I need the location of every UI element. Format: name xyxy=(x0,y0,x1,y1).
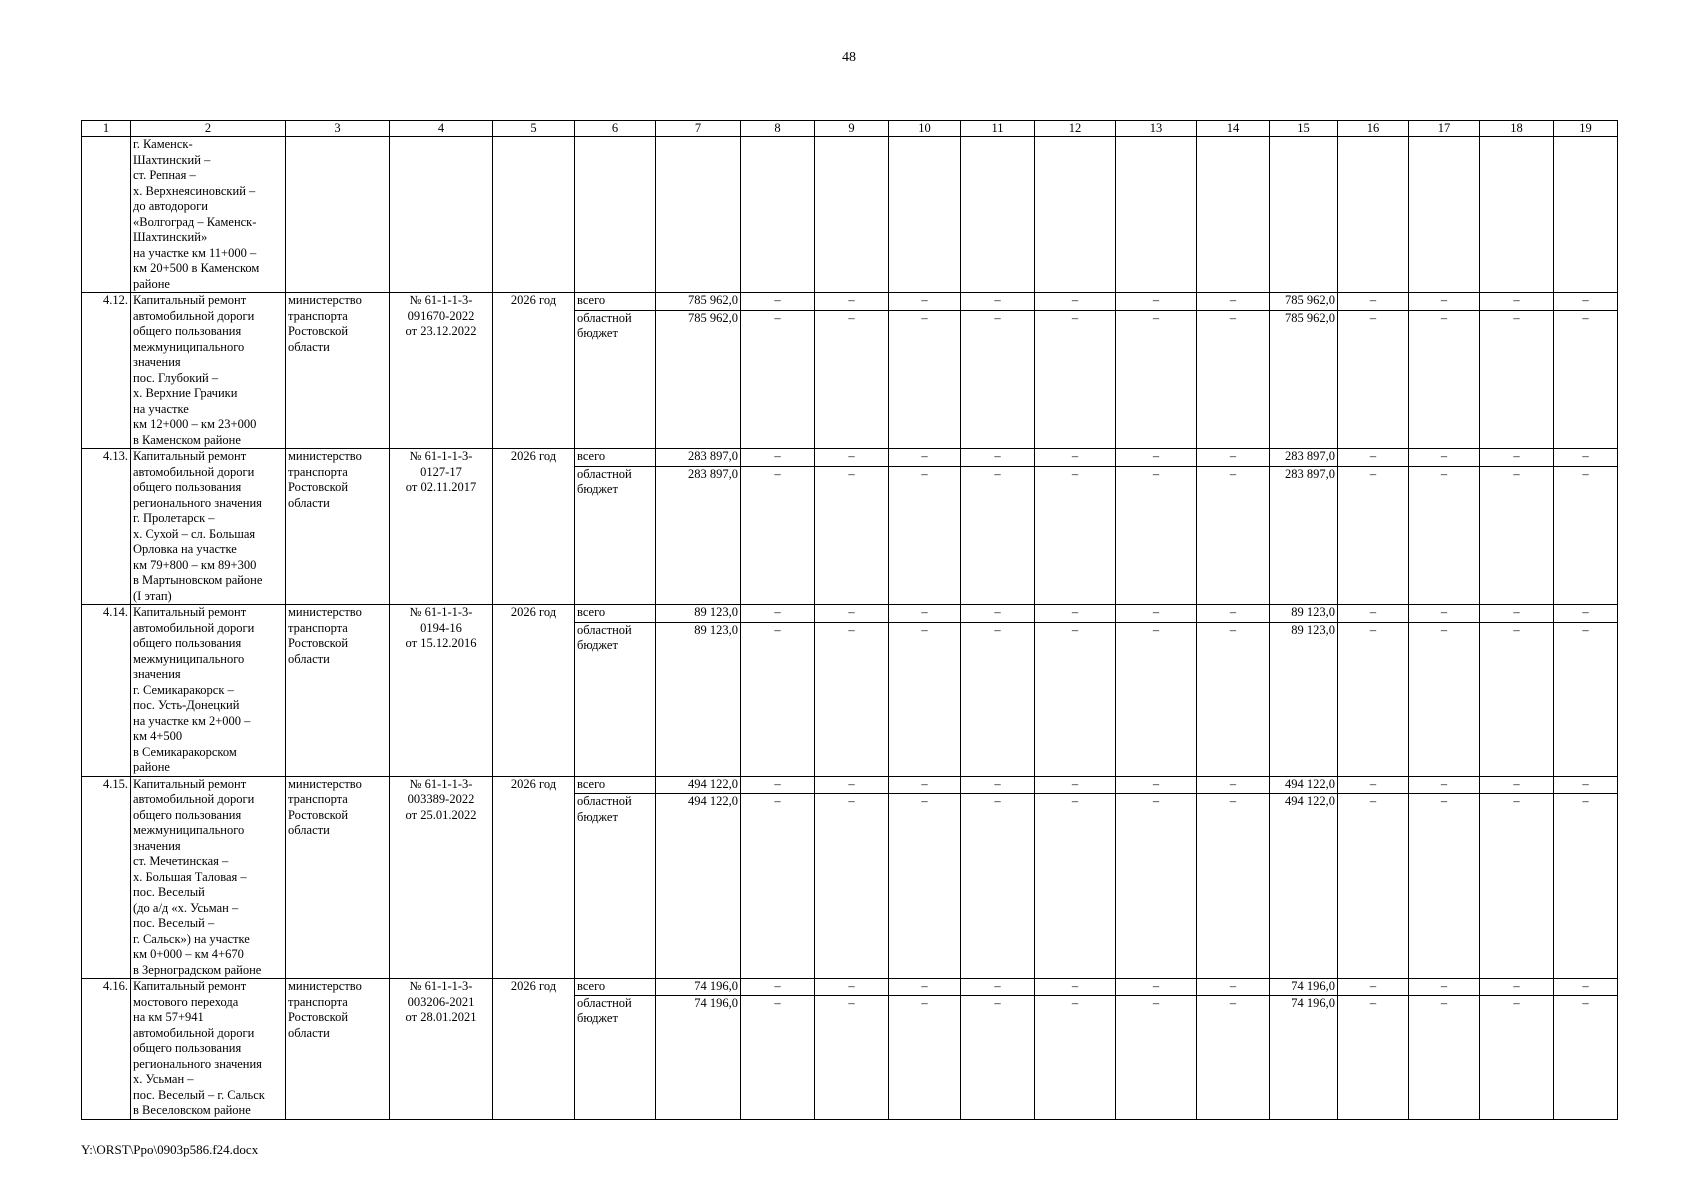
budget-table xyxy=(81,120,1618,1120)
dash-cell: – xyxy=(961,995,1035,1119)
header-cell: 16 xyxy=(1338,121,1409,137)
empty-cell xyxy=(286,137,390,293)
dash-cell: – xyxy=(1035,979,1116,996)
dash-cell: – xyxy=(889,310,961,448)
dash-cell: – xyxy=(961,605,1035,623)
empty-cell xyxy=(390,137,493,293)
dash-cell: – xyxy=(889,979,961,996)
empty-cell xyxy=(656,137,741,293)
dash-cell: – xyxy=(889,605,961,623)
object-name: Капитальный ремонт автомобильной дороги общего пользования регионального значения г. Пролетарск – х. Сухой – сл. Большая Орловка на участке км 79+800 – км 89+300 в Мартыновском районе (I этап) xyxy=(131,449,286,605)
dash-cell: – xyxy=(1480,310,1554,448)
dash-cell: – xyxy=(889,449,961,467)
dash-cell: – xyxy=(1338,776,1409,794)
funding-source: всего xyxy=(575,449,656,467)
object-name: Капитальный ремонт автомобильной дороги общего пользования межмуниципального значения ст. Мечетинская – х. Большая Таловая – пос. Веселый (до а/д «х. Усьман – пос. Веселый – г. Сальск») на участке км 0+000 – км 4+670 в Зерноградском районе xyxy=(131,776,286,979)
dash-cell: – xyxy=(741,794,815,979)
dash-cell: – xyxy=(1554,466,1618,604)
dash-cell: – xyxy=(1197,449,1270,467)
expert-conclusion: № 61-1-1-3- 091670-2022 от 23.12.2022 xyxy=(390,293,493,449)
table-row xyxy=(82,293,1618,311)
dash-cell: – xyxy=(1480,293,1554,311)
dash-cell: – xyxy=(1035,995,1116,1119)
dash-cell: – xyxy=(1480,622,1554,776)
dash-cell: – xyxy=(1035,466,1116,604)
total-amount: 494 122,0 xyxy=(656,776,741,794)
header-cell: 11 xyxy=(961,121,1035,137)
dash-cell: – xyxy=(1554,979,1618,996)
dash-cell: – xyxy=(1409,293,1480,311)
object-name: Капитальный ремонт автомобильной дороги общего пользования межмуниципального значения пос. Глубокий – х. Верхние Грачики на участке км 12+000 – км 23+000 в Каменском районе xyxy=(131,293,286,449)
dash-cell: – xyxy=(741,995,815,1119)
empty-cell xyxy=(1409,137,1480,293)
dash-cell: – xyxy=(1197,466,1270,604)
funding-source: всего xyxy=(575,776,656,794)
empty-cell xyxy=(1035,137,1116,293)
dash-cell: – xyxy=(1116,979,1197,996)
header-cell: 8 xyxy=(741,121,815,137)
year-amount: 494 122,0 xyxy=(1270,794,1338,979)
dash-cell: – xyxy=(1197,605,1270,623)
dash-cell: – xyxy=(889,622,961,776)
executor: министерство транспорта Ростовской области xyxy=(286,449,390,605)
dash-cell: – xyxy=(1116,622,1197,776)
dash-cell: – xyxy=(1480,979,1554,996)
dash-cell: – xyxy=(1116,466,1197,604)
executor: министерство транспорта Ростовской области xyxy=(286,605,390,777)
dash-cell: – xyxy=(1035,293,1116,311)
total-amount: 785 962,0 xyxy=(656,310,741,448)
header-cell: 13 xyxy=(1116,121,1197,137)
dash-cell: – xyxy=(1116,794,1197,979)
header-cell: 4 xyxy=(390,121,493,137)
empty-cell xyxy=(815,137,889,293)
dash-cell: – xyxy=(741,776,815,794)
dash-cell: – xyxy=(1554,310,1618,448)
object-name: Капитальный ремонт автомобильной дороги общего пользования межмуниципального значения г. Семикаракорск – пос. Усть-Донецкий на участке км 2+000 – км 4+500 в Семикаракорском районе xyxy=(131,605,286,777)
dash-cell: – xyxy=(741,449,815,467)
header-cell: 17 xyxy=(1409,121,1480,137)
dash-cell: – xyxy=(1409,995,1480,1119)
dash-cell: – xyxy=(741,605,815,623)
dash-cell: – xyxy=(815,310,889,448)
dash-cell: – xyxy=(1338,794,1409,979)
dash-cell: – xyxy=(815,794,889,979)
empty-cell xyxy=(1338,137,1409,293)
dash-cell: – xyxy=(1035,622,1116,776)
dash-cell: – xyxy=(961,776,1035,794)
dash-cell: – xyxy=(1554,605,1618,623)
dash-cell: – xyxy=(1554,776,1618,794)
year: 2026 год xyxy=(493,293,575,449)
dash-cell: – xyxy=(1116,293,1197,311)
item-number: 4.15. xyxy=(82,776,131,979)
dash-cell: – xyxy=(1035,449,1116,467)
dash-cell: – xyxy=(815,622,889,776)
dash-cell: – xyxy=(1480,605,1554,623)
object-name: г. Каменск- Шахтинский – ст. Репная – х. Верхнеясиновский – до автодороги «Волгоград – Каменск- Шахтинский» на участке км 11+000 – км 20+500 в Каменском районе xyxy=(131,137,286,293)
dash-cell: – xyxy=(741,466,815,604)
funding-source: областной бюджет xyxy=(575,310,656,448)
dash-cell: – xyxy=(1409,979,1480,996)
dash-cell: – xyxy=(815,995,889,1119)
executor: министерство транспорта Ростовской области xyxy=(286,293,390,449)
dash-cell: – xyxy=(889,995,961,1119)
empty-cell xyxy=(82,137,131,293)
dash-cell: – xyxy=(889,794,961,979)
dash-cell: – xyxy=(815,979,889,996)
year: 2026 год xyxy=(493,776,575,979)
dash-cell: – xyxy=(1480,776,1554,794)
header-cell: 15 xyxy=(1270,121,1338,137)
continuation-row xyxy=(82,137,1618,293)
dash-cell: – xyxy=(1480,449,1554,467)
dash-cell: – xyxy=(1116,310,1197,448)
empty-cell xyxy=(1197,137,1270,293)
dash-cell: – xyxy=(1409,466,1480,604)
dash-cell: – xyxy=(1554,995,1618,1119)
funding-source: всего xyxy=(575,293,656,311)
dash-cell: – xyxy=(1197,995,1270,1119)
total-amount: 494 122,0 xyxy=(656,794,741,979)
header-cell: 2 xyxy=(131,121,286,137)
empty-cell xyxy=(1554,137,1618,293)
dash-cell: – xyxy=(1409,794,1480,979)
dash-cell: – xyxy=(1116,605,1197,623)
dash-cell: – xyxy=(1480,794,1554,979)
dash-cell: – xyxy=(1409,622,1480,776)
dash-cell: – xyxy=(1338,466,1409,604)
dash-cell: – xyxy=(1116,776,1197,794)
dash-cell: – xyxy=(1338,605,1409,623)
dash-cell: – xyxy=(889,776,961,794)
funding-source: областной бюджет xyxy=(575,995,656,1119)
dash-cell: – xyxy=(961,622,1035,776)
dash-cell: – xyxy=(815,605,889,623)
funding-source: всего xyxy=(575,605,656,623)
dash-cell: – xyxy=(961,979,1035,996)
dash-cell: – xyxy=(889,293,961,311)
total-amount: 89 123,0 xyxy=(656,605,741,623)
empty-cell xyxy=(961,137,1035,293)
year: 2026 год xyxy=(493,605,575,777)
header-cell: 18 xyxy=(1480,121,1554,137)
table-row xyxy=(82,605,1618,623)
empty-cell xyxy=(575,137,656,293)
empty-cell xyxy=(1480,137,1554,293)
dash-cell: – xyxy=(1116,995,1197,1119)
total-amount: 785 962,0 xyxy=(656,293,741,311)
dash-cell: – xyxy=(961,293,1035,311)
header-cell: 19 xyxy=(1554,121,1618,137)
header-cell: 1 xyxy=(82,121,131,137)
dash-cell: – xyxy=(815,293,889,311)
dash-cell: – xyxy=(741,310,815,448)
page-number: 48 xyxy=(842,50,856,65)
dash-cell: – xyxy=(1554,794,1618,979)
dash-cell: – xyxy=(815,776,889,794)
table-row xyxy=(82,449,1618,467)
year-amount: 74 196,0 xyxy=(1270,995,1338,1119)
expert-conclusion: № 61-1-1-3- 003389-2022 от 25.01.2022 xyxy=(390,776,493,979)
dash-cell: – xyxy=(1554,449,1618,467)
year-amount: 785 962,0 xyxy=(1270,310,1338,448)
total-amount: 74 196,0 xyxy=(656,995,741,1119)
year-amount: 89 123,0 xyxy=(1270,605,1338,623)
dash-cell: – xyxy=(741,979,815,996)
dash-cell: – xyxy=(1338,995,1409,1119)
funding-source: всего xyxy=(575,979,656,996)
dash-cell: – xyxy=(961,466,1035,604)
header-cell: 7 xyxy=(656,121,741,137)
dash-cell: – xyxy=(1035,776,1116,794)
dash-cell: – xyxy=(1409,449,1480,467)
funding-source: областной бюджет xyxy=(575,466,656,604)
dash-cell: – xyxy=(1197,794,1270,979)
year-amount: 785 962,0 xyxy=(1270,293,1338,311)
file-path: Y:\ORST\Ppo\0903p586.f24.docx xyxy=(81,1142,259,1157)
dash-cell: – xyxy=(1116,449,1197,467)
header-cell: 14 xyxy=(1197,121,1270,137)
item-number: 4.16. xyxy=(82,979,131,1120)
year-amount: 494 122,0 xyxy=(1270,776,1338,794)
dash-cell: – xyxy=(1480,466,1554,604)
year: 2026 год xyxy=(493,449,575,605)
dash-cell: – xyxy=(961,310,1035,448)
dash-cell: – xyxy=(1338,310,1409,448)
header-cell: 12 xyxy=(1035,121,1116,137)
expert-conclusion: № 61-1-1-3- 0194-16 от 15.12.2016 xyxy=(390,605,493,777)
total-amount: 283 897,0 xyxy=(656,449,741,467)
dash-cell: – xyxy=(815,466,889,604)
dash-cell: – xyxy=(1035,310,1116,448)
dash-cell: – xyxy=(1197,979,1270,996)
item-number: 4.12. xyxy=(82,293,131,449)
empty-cell xyxy=(493,137,575,293)
dash-cell: – xyxy=(961,794,1035,979)
empty-cell xyxy=(889,137,961,293)
item-number: 4.13. xyxy=(82,449,131,605)
header-cell: 5 xyxy=(493,121,575,137)
dash-cell: – xyxy=(815,449,889,467)
executor: министерство транспорта Ростовской области xyxy=(286,776,390,979)
dash-cell: – xyxy=(1197,622,1270,776)
dash-cell: – xyxy=(1338,293,1409,311)
funding-source: областной бюджет xyxy=(575,622,656,776)
year-amount: 89 123,0 xyxy=(1270,622,1338,776)
header-row xyxy=(82,121,1618,137)
total-amount: 89 123,0 xyxy=(656,622,741,776)
dash-cell: – xyxy=(1197,293,1270,311)
item-number: 4.14. xyxy=(82,605,131,777)
dash-cell: – xyxy=(741,622,815,776)
dash-cell: – xyxy=(1409,776,1480,794)
dash-cell: – xyxy=(1480,995,1554,1119)
dash-cell: – xyxy=(1197,310,1270,448)
funding-source: областной бюджет xyxy=(575,794,656,979)
year-amount: 283 897,0 xyxy=(1270,449,1338,467)
empty-cell xyxy=(1116,137,1197,293)
header-cell: 10 xyxy=(889,121,961,137)
dash-cell: – xyxy=(961,449,1035,467)
total-amount: 74 196,0 xyxy=(656,979,741,996)
dash-cell: – xyxy=(1197,776,1270,794)
dash-cell: – xyxy=(1409,310,1480,448)
expert-conclusion: № 61-1-1-3- 0127-17 от 02.11.2017 xyxy=(390,449,493,605)
dash-cell: – xyxy=(1035,794,1116,979)
year-amount: 74 196,0 xyxy=(1270,979,1338,996)
expert-conclusion: № 61-1-1-3- 003206-2021 от 28.01.2021 xyxy=(390,979,493,1120)
total-amount: 283 897,0 xyxy=(656,466,741,604)
dash-cell: – xyxy=(1035,605,1116,623)
table-row xyxy=(82,979,1618,996)
dash-cell: – xyxy=(889,466,961,604)
header-cell: 3 xyxy=(286,121,390,137)
header-cell: 9 xyxy=(815,121,889,137)
dash-cell: – xyxy=(1338,979,1409,996)
year-amount: 283 897,0 xyxy=(1270,466,1338,604)
dash-cell: – xyxy=(741,293,815,311)
header-cell: 6 xyxy=(575,121,656,137)
dash-cell: – xyxy=(1554,293,1618,311)
table-row xyxy=(82,776,1618,794)
dash-cell: – xyxy=(1409,605,1480,623)
dash-cell: – xyxy=(1338,449,1409,467)
executor: министерство транспорта Ростовской области xyxy=(286,979,390,1120)
dash-cell: – xyxy=(1338,622,1409,776)
dash-cell: – xyxy=(1554,622,1618,776)
object-name: Капитальный ремонт мостового перехода на км 57+941 автомобильной дороги общего пользования регионального значения х. Усьман – пос. Веселый – г. Сальск в Веселовском районе xyxy=(131,979,286,1120)
year: 2026 год xyxy=(493,979,575,1120)
empty-cell xyxy=(1270,137,1338,293)
empty-cell xyxy=(741,137,815,293)
